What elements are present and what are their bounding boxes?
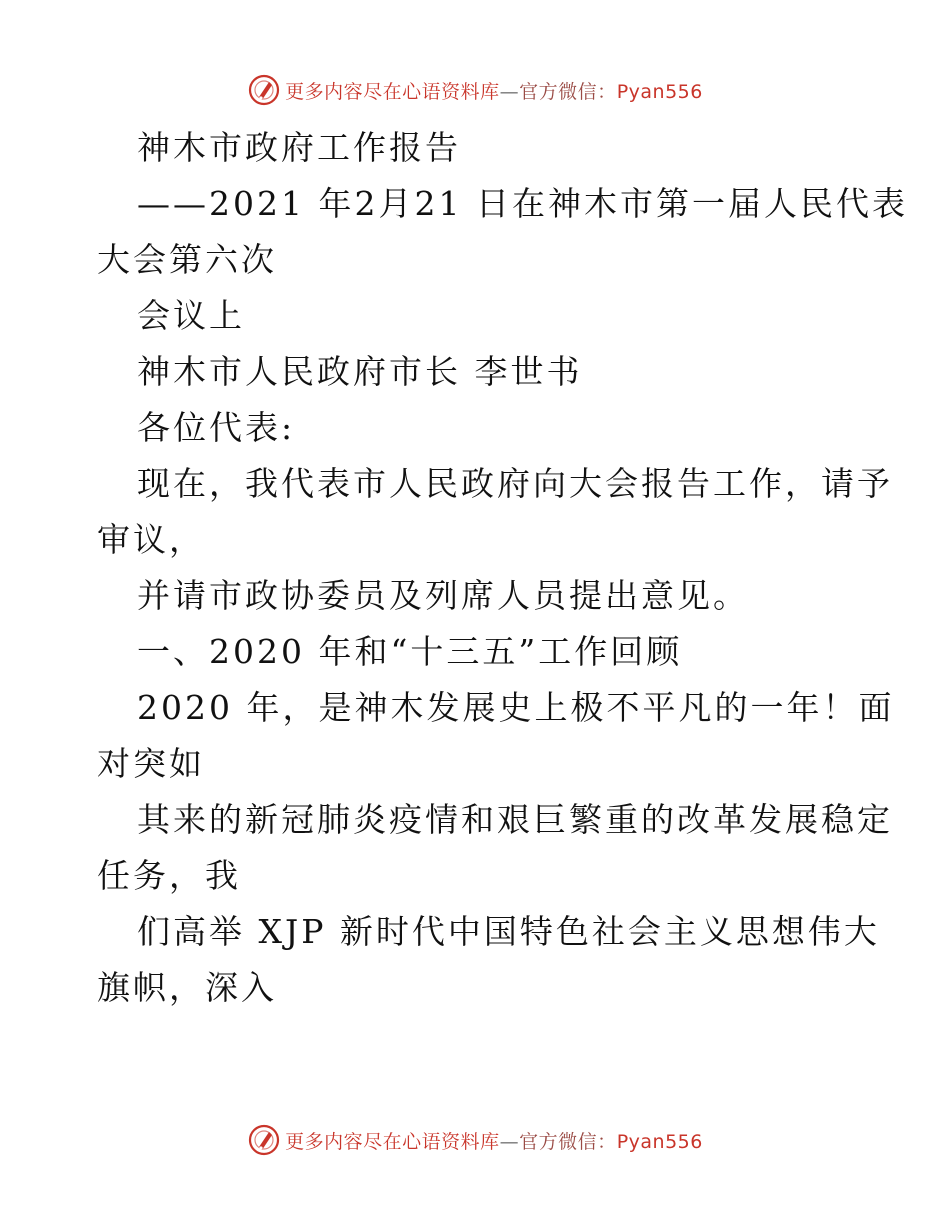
doc-author: 神木市人民政府市长 李世书 <box>137 352 583 391</box>
doc-subtitle-line-1: ——2021 年2月21 日在神木市第一届人民代表 <box>137 184 908 223</box>
doc-paragraph-line: 2020 年，是神木发展史上极不平凡的一年！面 <box>137 688 895 727</box>
banner-separator: — <box>499 80 520 103</box>
banner-separator: — <box>499 1130 520 1153</box>
doc-paragraph-line: 旗帜，深入 <box>97 968 277 1007</box>
banner-wechat-label: 官方微信： <box>519 1130 617 1153</box>
banner-slogan: 更多内容尽在心语资料库 <box>285 80 500 103</box>
doc-subtitle-line-3: 会议上 <box>137 296 245 335</box>
banner-wechat-id: Pyan556 <box>616 1130 703 1153</box>
banner-wechat-label: 官方微信： <box>519 80 617 103</box>
footer-banner <box>0 1120 950 1160</box>
doc-section-heading: 一、2020 年和“十三五”工作回顾 <box>137 632 683 671</box>
doc-paragraph-line: 审议， <box>97 520 205 559</box>
banner-text <box>285 77 703 104</box>
doc-paragraph-line: 并请市政协委员及列席人员提出意见。 <box>137 576 749 615</box>
pen-nib-logo-icon <box>247 1123 281 1157</box>
document-body <box>97 120 908 1016</box>
header-banner <box>0 70 950 110</box>
doc-subtitle-line-2: 大会第六次 <box>97 240 277 279</box>
doc-title: 神木市政府工作报告 <box>137 128 461 167</box>
banner-slogan: 更多内容尽在心语资料库 <box>285 1130 500 1153</box>
doc-salutation: 各位代表: <box>137 408 296 447</box>
doc-paragraph-line: 任务，我 <box>97 856 241 895</box>
doc-paragraph-line: 对突如 <box>97 744 205 783</box>
doc-paragraph-line: 们高举 XJP 新时代中国特色社会主义思想伟大 <box>137 912 880 951</box>
doc-paragraph-line: 其来的新冠肺炎疫情和艰巨繁重的改革发展稳定 <box>137 800 893 839</box>
doc-paragraph-line: 现在，我代表市人民政府向大会报告工作，请予 <box>137 464 893 503</box>
banner-text <box>285 1127 703 1154</box>
pen-nib-logo-icon <box>247 73 281 107</box>
banner-wechat-id: Pyan556 <box>616 80 703 103</box>
